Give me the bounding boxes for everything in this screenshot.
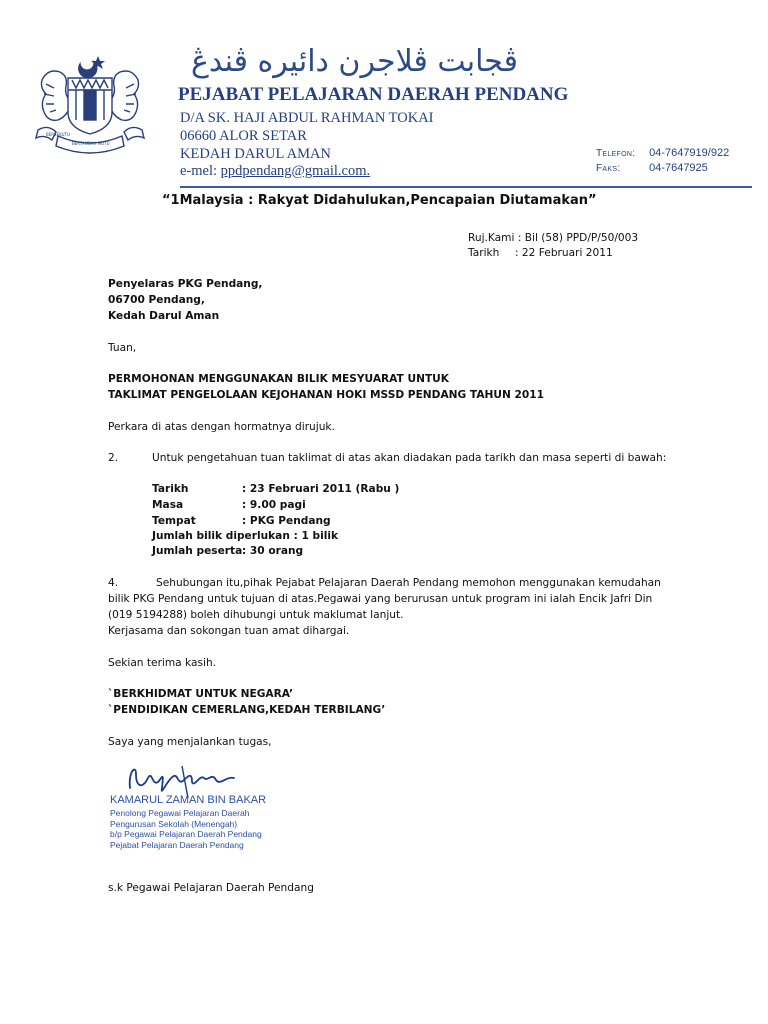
address-line-3: KEDAH DARUL AMAN [180,146,331,162]
signatory-name: KAMARUL ZAMAN BIN BAKAR [110,794,267,806]
faks-label: Faks: [596,163,621,174]
recipient-line-1: Penyelaras PKG Pendang, [108,278,263,290]
faks-line [596,162,708,174]
detail-row [152,515,331,527]
tarikh-label: Tarikh [468,247,500,259]
letterhead-divider [180,186,752,188]
signatory-title-1: Penolong Pegawai Pelajaran Daerah [110,808,250,818]
subject-line-2: TAKLIMAT PENGELOLAAN KEJOHANAN HOKI MSSD PENDANG TAHUN 2011 [108,389,545,401]
detail-value: : 1 bilik [293,530,339,542]
email-label: e-mel: [180,163,218,179]
signatory-title-3: b/p Pegawai Pelajaran Daerah Pendang [110,829,262,839]
telefon-line [596,147,729,159]
detail-row [152,499,306,511]
office-name: PEJABAT PELAJARAN DAERAH PENDANG [178,84,569,105]
detail-label: Jumlah peserta [152,545,243,557]
salutation: Tuan, [108,342,137,354]
ruj-value: : Bil (58) PPD/P/50/003 [517,232,639,244]
paragraph-4-line-1: Sehubungan itu,pihak Pejabat Pelajaran Daerah Pendang memohon menggunakan kemudahan [156,577,661,589]
email-line [180,162,370,180]
telefon-value: 04-7647919/922 [649,147,730,159]
detail-label: Tempat [152,515,196,527]
detail-value: : 9.00 pagi [242,499,306,511]
paragraph-2-text: Untuk pengetahuan tuan taklimat di atas akan diadakan pada tarikh dan masa seperti di bawah: [152,452,667,464]
paragraph-4-number: 4. [108,577,119,589]
paragraph-2-number: 2. [108,452,119,464]
crest-ribbon-left: BERSEKUTU [46,132,70,137]
ruj-label: Ruj.Kami [468,232,515,244]
telefon-label: Telefon: [596,148,636,159]
jawi-office-name: ڤجابت ڤلاجرن دائيره ڤندڠ [190,44,518,79]
signatory-title-2: Pengurusan Sekolah (Menengah) [110,819,238,829]
reference-tarikh [468,246,613,260]
paragraph-4-line-2: bilik PKG Pendang untuk tujuan di atas.Pegawai yang berurusan untuk program ini ialah Encik Jafri Din [108,593,653,605]
detail-value: : 30 orang [242,545,304,557]
address-line-1: D/A SK. HAJI ABDUL RAHMAN TOKAI [180,110,434,126]
motto: “1Malaysia : Rakyat Didahulukan,Pencapaian Diutamakan” [162,193,597,208]
signatory-title-4: Pejabat Pelajaran Daerah Pendang [110,840,244,850]
paragraph-4-line-3: (019 5194288) boleh dihubungi untuk maklumat lanjut. [108,609,404,621]
detail-label: Jumlah bilik diperlukan [152,530,290,542]
paragraph-4-line-4: Kerjasama dan sokongan tuan amat dihargai. [108,625,350,637]
tarikh-value: : 22 Februari 2011 [515,247,613,259]
subject-line-1: PERMOHONAN MENGGUNAKAN BILIK MESYUARAT UNTUK [108,373,449,385]
duty-line: Saya yang menjalankan tugas, [108,736,272,748]
detail-label: Tarikh [152,483,189,495]
coat-of-arms-icon [32,50,148,156]
reference-ruj [468,231,638,245]
detail-row [152,530,338,542]
email-link[interactable]: ppdpendang@gmail.com. [220,163,371,179]
detail-label: Masa [152,499,184,511]
recipient-line-2: 06700 Pendang, [108,294,205,306]
detail-row [152,483,399,495]
footer-cc: s.k Pegawai Pelajaran Daerah Pendang [108,882,314,894]
address-line-2: 06660 ALOR SETAR [180,128,307,144]
detail-value: : 23 Februari 2011 (Rabu ) [242,483,400,495]
crest-ribbon-center: BERTAMBAH MUTU [72,141,110,146]
slogan-1: `BERKHIDMAT UNTUK NEGARA’ [108,688,294,700]
detail-value: : PKG Pendang [242,515,331,527]
slogan-2: `PENDIDIKAN CEMERLANG,KEDAH TERBILANG’ [108,704,386,716]
recipient-line-3: Kedah Darul Aman [108,310,220,322]
faks-value: 04-7647925 [649,162,708,174]
closing: Sekian terima kasih. [108,657,217,669]
paragraph-1: Perkara di atas dengan hormatnya dirujuk. [108,421,335,433]
detail-row [152,545,303,557]
